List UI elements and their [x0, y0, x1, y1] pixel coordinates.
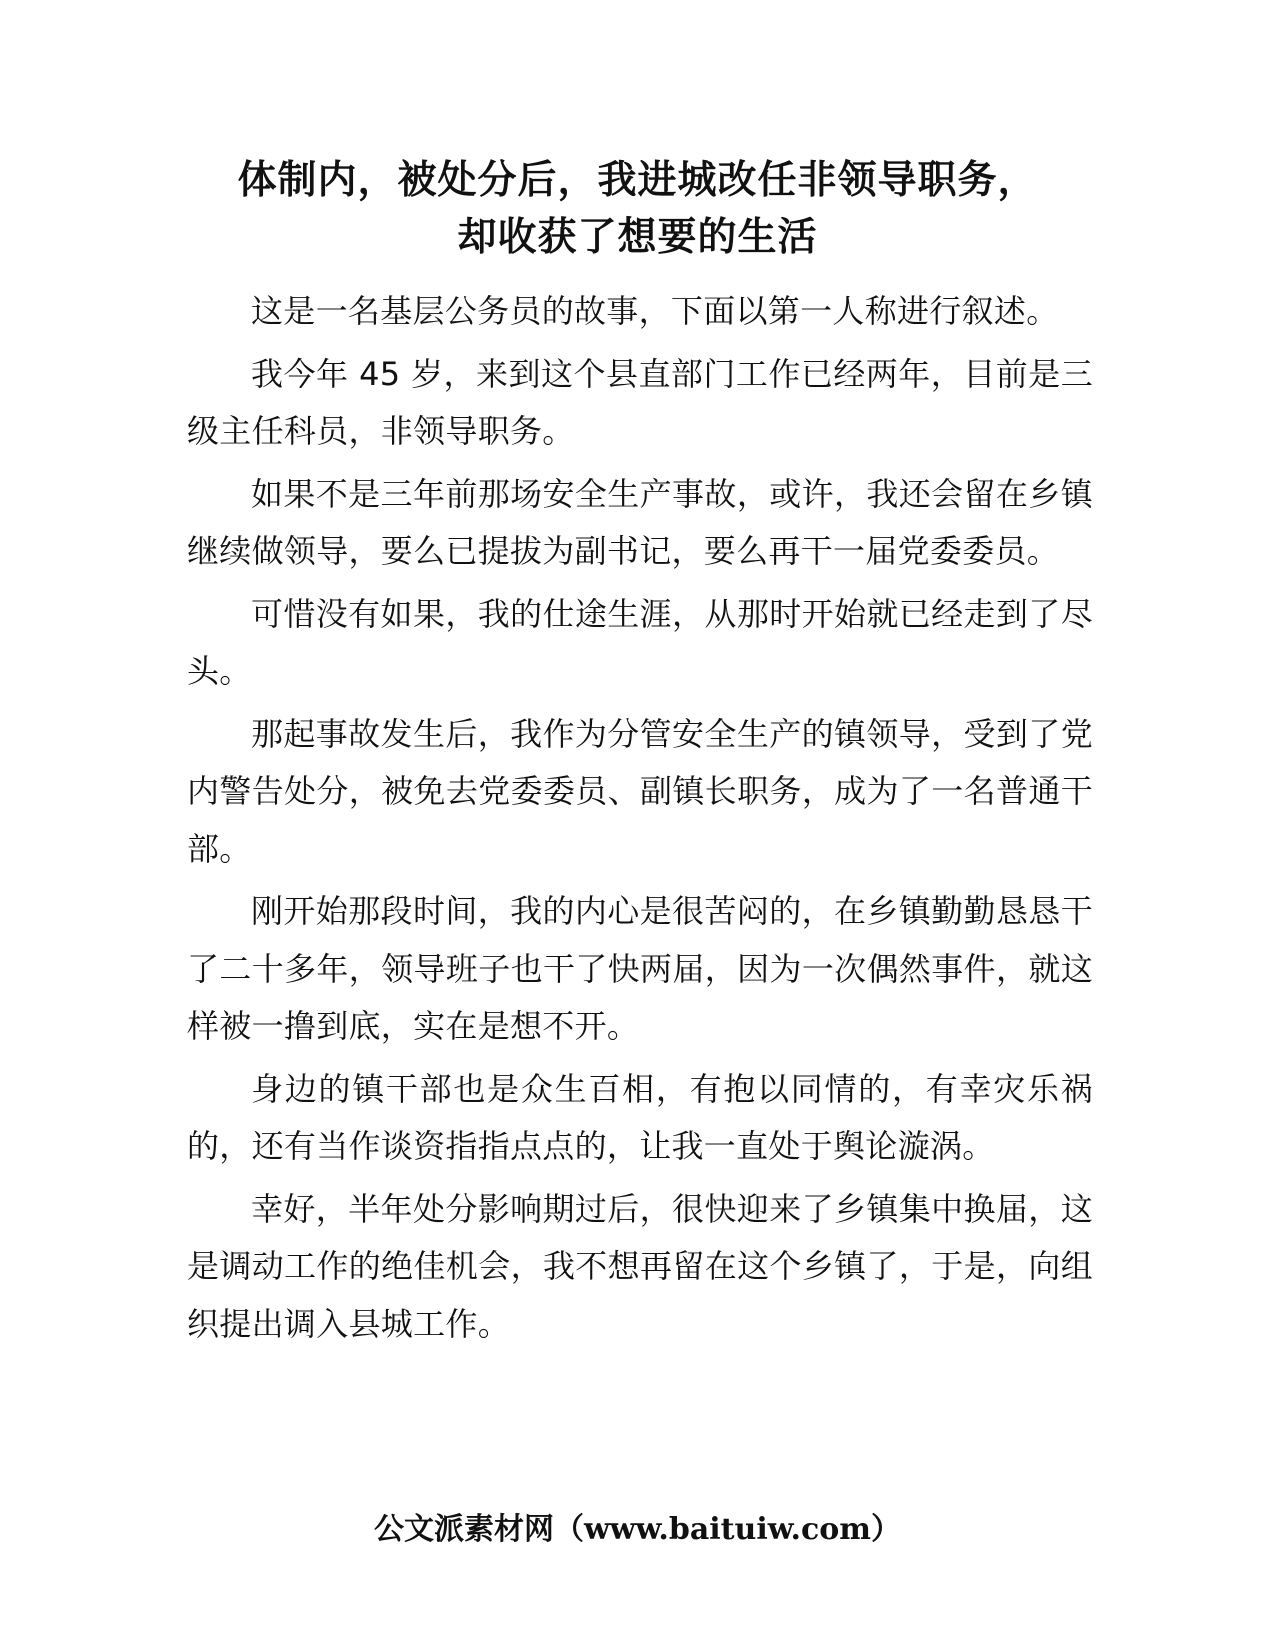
title-line-2: 却收获了想要的生活	[457, 215, 818, 260]
title-line-1: 体制内，被处分后，我进城改任非领导职务，	[237, 158, 1038, 203]
paragraph: 身边的镇干部也是众生百相，有抱以同情的，有幸灾乐祸的，还有当作谈资指指点点的，让我一直处于舆论漩涡。	[187, 1069, 1093, 1165]
paragraph: 那起事故发生后，我作为分管安全生产的镇领导，受到了党内警告处分，被免去党委委员、副镇长职务，成为了一名普通干部。	[187, 714, 1093, 868]
paragraph: 这是一名基层公务员的故事，下面以第一人称进行叙述。	[251, 292, 1059, 330]
paragraph: 刚开始那段时间，我的内心是很苦闷的，在乡镇勤勤恳恳干了二十多年，领导班子也干了快两届，因为一次偶然事件，就这样被一撸到底，实在是想不开。	[187, 892, 1093, 1045]
page-footer: 公文派素材网（www.baituiw.com）	[373, 1512, 902, 1547]
paragraph: 可惜没有如果，我的仕途生涯，从那时开始就已经走到了尽头。	[187, 594, 1093, 690]
paragraph: 我今年 45 岁，来到这个县直部门工作已经两年，目前是三级主任科员，非领导职务。	[187, 354, 1093, 450]
document-body	[187, 283, 1093, 1358]
paragraph: 如果不是三年前那场安全生产事故，或许，我还会留在乡镇继续做领导，要么已提拔为副书记，要么再干一届党委委员。	[187, 474, 1093, 570]
paragraph: 幸好，半年处分影响期过后，很快迎来了乡镇集中换届，这是调动工作的绝佳机会，我不想再留在这个乡镇了，于是，向组织提出调入县城工作。	[187, 1189, 1093, 1343]
document-title	[150, 152, 1125, 266]
